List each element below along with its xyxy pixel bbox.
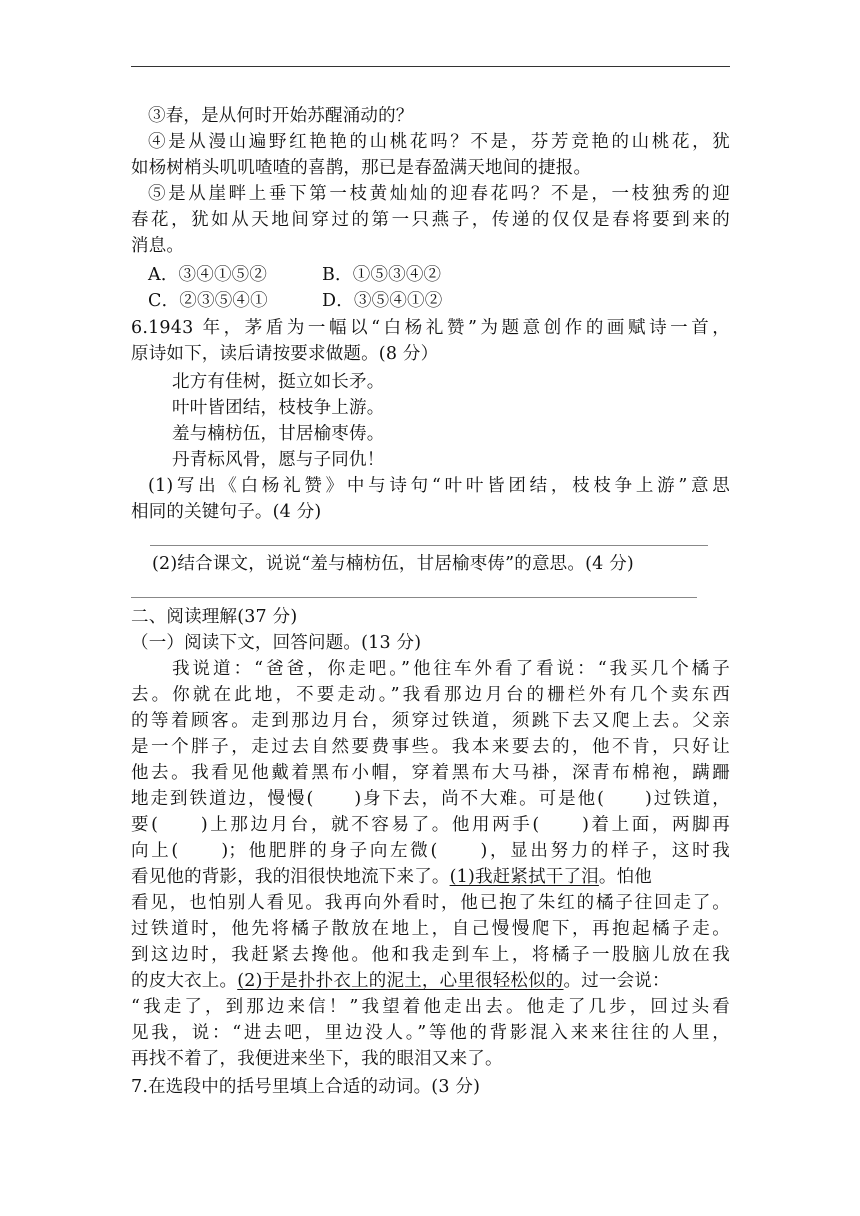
passage-line: 过铁道时，他先将橘子散放在地上，自己慢慢爬下，再抱起橘子走。	[131, 919, 730, 939]
q6-intro-line-2: 原诗如下，读后请按要求做题。(8 分）	[131, 344, 439, 364]
passage-line	[131, 864, 652, 890]
passage-line: 地走到铁道边，慢慢( )身下去，尚不大难。可是他( )过铁道，	[131, 789, 730, 809]
q7-text: 7.在选段中的括号里填上合适的动词。(3 分)	[131, 1077, 481, 1097]
passage-line: 是一个胖子，走过去自然要费事些。我本来要去的，他不肯，只好让	[131, 737, 730, 757]
q6-sub1-line-1: (1)写出《白杨礼赞》中与诗句“叶叶皆团结，枝枝争上游”意思	[148, 476, 730, 496]
poem-line: 羞与楠枋伍，甘居榆枣俦。	[172, 424, 385, 444]
sentence-5-line-1: ⑤是从崖畔上垂下第一枝黄灿灿的迎春花吗？不是，一枝独秀的迎	[148, 184, 730, 204]
passage-text: 。过一会说：	[563, 971, 670, 991]
passage-text: 看见他的背影，我的泪很快地流下来了。	[131, 867, 450, 887]
passage-line	[131, 968, 670, 994]
option-a: A．③④①⑤②	[148, 265, 268, 285]
passage-line: 向上( )；他肥胖的身子向左微( )，显出努力的样子，这时我	[131, 841, 730, 861]
passage-line: 见我，说：“进去吧，里边没人。”等他的背影混入来来往往的人里，	[131, 1023, 730, 1043]
passage-line: 去。你就在此地，不要走动。”我看那边月台的栅栏外有几个卖东西	[131, 685, 730, 705]
passage-line: 我说道：“爸爸，你走吧。”他往车外看了看说：“我买几个橘子	[172, 659, 730, 679]
answer-line-2[interactable]	[131, 597, 697, 598]
poem-line: 北方有佳树，挺立如长矛。	[172, 372, 385, 392]
q6-sub2: (2)结合课文，说说“羞与楠枋伍，甘居榆枣俦”的意思。(4 分)	[152, 554, 634, 574]
passage-line: 的等着顾客。走到那边月台，须穿过铁道，须跳下去又爬上去。父亲	[131, 711, 730, 731]
header-rule	[131, 66, 730, 67]
section-heading: 二、阅读理解(37 分)	[131, 607, 298, 627]
option-c: C．②③⑤④①	[148, 291, 268, 311]
passage-line: “我走了，到那边来信！”我望着他走出去。他走了几步，回过头看	[131, 997, 730, 1017]
answer-line-1[interactable]	[150, 545, 708, 546]
poem-line: 丹青标风骨，愿与子同仇！	[172, 450, 385, 470]
underlined-sentence-1: (1)我赶紧拭干了泪	[449, 867, 599, 887]
sentence-5-line-2: 春花，犹如从天地间穿过的第一只燕子，传递的仅仅是春将要到来的	[131, 210, 730, 230]
passage-line: 他去。我看见他戴着黑布小帽，穿着黑布大马褂，深青布棉袍，蹒跚	[131, 763, 730, 783]
sentence-3: ③春，是从何时开始苏醒涌动的？	[148, 106, 414, 126]
option-d: D．③⑤④①②	[322, 291, 443, 311]
option-b: B．①⑤③④②	[322, 265, 442, 285]
sentence-4-line-2: 如杨树梢头叽叽喳喳的喜鹊，那已是春盈满天地间的捷报。	[131, 158, 592, 178]
sentence-4-line-1: ④是从漫山遍野红艳艳的山桃花吗？不是，芬芳竞艳的山桃花，犹	[148, 132, 730, 152]
passage-line: 到这边时，我赶紧去搀他。他和我走到车上，将橘子一股脑儿放在我	[131, 945, 730, 965]
underlined-sentence-2: (2)于是扑扑衣上的泥土，心里很轻松似的	[237, 971, 564, 991]
passage-line: 看见，也怕别人看见。我再向外看时，他已抱了朱红的橘子往回走了。	[131, 893, 730, 913]
passage-text: 的皮大衣上。	[131, 971, 238, 991]
part-heading: （一）阅读下文，回答问题。(13 分)	[131, 633, 422, 653]
q6-intro-line-1: 6.1943 年，茅盾为一幅以“白杨礼赞”为题意创作的画赋诗一首，	[131, 318, 730, 338]
poem-line: 叶叶皆团结，枝枝争上游。	[172, 398, 385, 418]
sentence-5-line-3: 消息。	[131, 236, 185, 256]
q6-sub1-line-2: 相同的关键句子。(4 分)	[131, 502, 322, 522]
passage-line: 要( )上那边月台，就不容易了。他用两手( )着上面，两脚再	[131, 815, 730, 835]
passage-line: 再找不着了，我便进来坐下，我的眼泪又来了。	[131, 1049, 503, 1069]
passage-text: 。怕他	[598, 867, 653, 887]
